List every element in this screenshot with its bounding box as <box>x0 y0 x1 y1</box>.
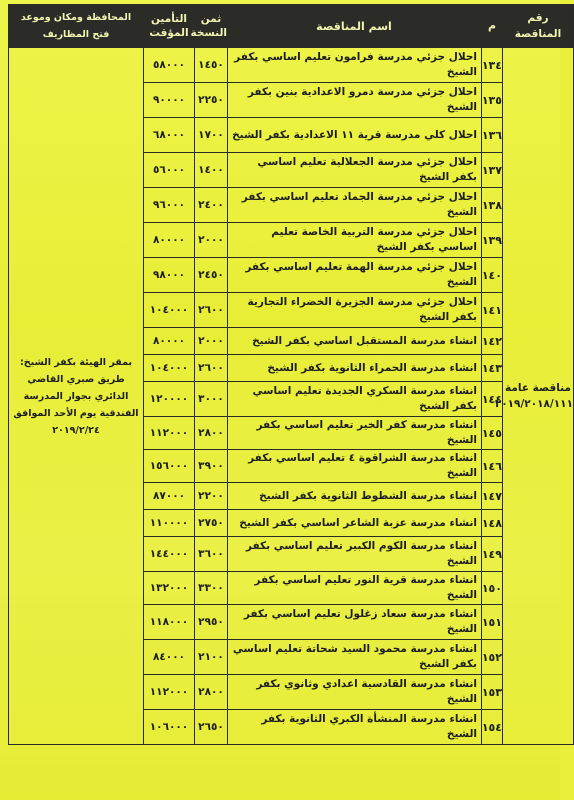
row-price: ٢٠٠٠ <box>195 328 228 355</box>
row-insurance: ١١٠٠٠٠ <box>144 510 195 537</box>
row-serial: ١٥٢ <box>482 640 503 675</box>
row-serial: ١٥٠ <box>482 572 503 605</box>
row-serial: ١٣٧ <box>482 153 503 188</box>
row-name: انشاء مدرسة المنشأة الكبري الثانوية بكفر الشيخ <box>228 710 482 745</box>
row-name: انشاء مدرسة المستقبل اساسي بكفر الشيخ <box>228 328 482 355</box>
row-price: ١٤٥٠ <box>195 48 228 83</box>
row-name: احلال جزئي مدرسة التربية الخاصة تعليم اساسي بكفر الشيخ <box>228 223 482 258</box>
row-insurance: ١٤٤٠٠٠ <box>144 537 195 572</box>
row-name: انشاء مدرسة الحمراء الثانوية بكفر الشيخ <box>228 355 482 382</box>
row-price: ٣٩٠٠ <box>195 450 228 483</box>
row-name: احلال كلي مدرسة قرية ١١ الاعدادية بكفر الشيخ <box>228 118 482 153</box>
header-place: المحافظة ومكان وموعد فتح المظاريف <box>9 5 144 48</box>
row-price: ٢١٠٠ <box>195 640 228 675</box>
row-serial: ١٤٢ <box>482 328 503 355</box>
row-name: انشاء مدرسة عزبة الشاعر اساسي بكفر الشيخ <box>228 510 482 537</box>
row-price: ٢٧٥٠ <box>195 510 228 537</box>
row-serial: ١٤٩ <box>482 537 503 572</box>
row-serial: ١٣٤ <box>482 48 503 83</box>
row-name: احلال جزئي مدرسة الجماد تعليم اساسي بكفر الشيخ <box>228 188 482 223</box>
row-name: انشاء مدرسة كفر الخير تعليم اساسي بكفر الشيخ <box>228 417 482 450</box>
row-price: ٢٢٠٠ <box>195 483 228 510</box>
row-serial: ١٤٧ <box>482 483 503 510</box>
row-price: ٢٦٥٠ <box>195 710 228 745</box>
place-date-cell: بمقر الهيئة بكفر الشيخ: طريق صبري القاضي الدائري بجوار المدرسة الفندقية يوم الأحد الموافق ٢٠١٩/٢/٢٤ <box>9 48 144 745</box>
row-insurance: ٩٦٠٠٠ <box>144 188 195 223</box>
row-price: ٢٢٥٠ <box>195 83 228 118</box>
row-price: ٢٨٠٠ <box>195 417 228 450</box>
header-insurance: التأمين المؤقت <box>144 5 195 48</box>
row-price: ٢٦٠٠ <box>195 293 228 328</box>
row-price: ٢٤٠٠ <box>195 188 228 223</box>
tenders-table <box>8 4 574 745</box>
row-insurance: ١١٢٠٠٠ <box>144 675 195 710</box>
row-serial: ١٣٩ <box>482 223 503 258</box>
row-serial: ١٤٣ <box>482 355 503 382</box>
table-row <box>9 48 574 83</box>
row-serial: ١٤٦ <box>482 450 503 483</box>
row-serial: ١٣٥ <box>482 83 503 118</box>
tenders-body <box>9 48 574 745</box>
row-serial: ١٥١ <box>482 605 503 640</box>
row-insurance: ١٣٢٠٠٠ <box>144 572 195 605</box>
header-tender-no: رقم المناقصة <box>503 5 574 48</box>
row-insurance: ١٠٤٠٠٠ <box>144 355 195 382</box>
row-name: احلال جزئي مدرسة الجعلالية تعليم اساسي بكفر الشيخ <box>228 153 482 188</box>
row-serial: ١٤٠ <box>482 258 503 293</box>
row-insurance: ٩٠٠٠٠ <box>144 83 195 118</box>
row-price: ٣٠٠٠ <box>195 382 228 417</box>
row-name: انشاء مدرسة سعاد زغلول تعليم اساسي بكفر الشيخ <box>228 605 482 640</box>
tender-group-cell: مناقصة عامة ٢٠١٩/٢٠١٨/١١١ <box>503 48 574 745</box>
row-name: انشاء مدرسة القادسية اعدادي وثانوي بكفر الشيخ <box>228 675 482 710</box>
header-serial: م <box>482 5 503 48</box>
row-name: انشاء مدرسة محمود السيد شحاتة تعليم اساسي بكفر الشيخ <box>228 640 482 675</box>
row-insurance: ٨٤٠٠٠ <box>144 640 195 675</box>
header-price: ثمن النسخة <box>195 5 228 48</box>
row-insurance: ١٠٤٠٠٠ <box>144 293 195 328</box>
row-name: احلال جزئي مدرسة الهمة تعليم اساسي بكفر الشيخ <box>228 258 482 293</box>
row-price: ٣٦٠٠ <box>195 537 228 572</box>
row-price: ٢٤٥٠ <box>195 258 228 293</box>
row-price: ٣٣٠٠ <box>195 572 228 605</box>
header-name: اسم المناقصة <box>228 5 482 48</box>
row-insurance: ١١٢٠٠٠ <box>144 417 195 450</box>
row-name: انشاء مدرسة الكوم الكبير تعليم اساسي بكفر الشيخ <box>228 537 482 572</box>
row-name: انشاء مدرسة السكري الجديدة تعليم اساسي بكفر الشيخ <box>228 382 482 417</box>
row-insurance: ١٠٦٠٠٠ <box>144 710 195 745</box>
row-price: ١٧٠٠ <box>195 118 228 153</box>
row-insurance: ٦٨٠٠٠ <box>144 118 195 153</box>
row-price: ١٤٠٠ <box>195 153 228 188</box>
row-insurance: ١٢٠٠٠٠ <box>144 382 195 417</box>
row-insurance: ٨٠٠٠٠ <box>144 223 195 258</box>
row-insurance: ٩٨٠٠٠ <box>144 258 195 293</box>
row-name: انشاء مدرسة الشطوط الثانوية بكفر الشيخ <box>228 483 482 510</box>
row-name: احلال جزئي مدرسة دمرو الاعدادية بنين بكفر الشيخ <box>228 83 482 118</box>
row-name: احلال جزئي مدرسة فرامون تعليم اساسي بكفر الشيخ <box>228 48 482 83</box>
row-insurance: ٥٦٠٠٠ <box>144 153 195 188</box>
row-serial: ١٥٤ <box>482 710 503 745</box>
row-insurance: ١١٨٠٠٠ <box>144 605 195 640</box>
row-serial: ١٤١ <box>482 293 503 328</box>
row-serial: ١٣٨ <box>482 188 503 223</box>
row-insurance: ٨٠٠٠٠ <box>144 328 195 355</box>
row-insurance: ١٥٦٠٠٠ <box>144 450 195 483</box>
row-name: انشاء مدرسة الشراقوة ٤ تعليم اساسي بكفر الشيخ <box>228 450 482 483</box>
row-serial: ١٣٦ <box>482 118 503 153</box>
row-price: ٢٨٠٠ <box>195 675 228 710</box>
row-price: ٢٩٥٠ <box>195 605 228 640</box>
row-serial: ١٥٣ <box>482 675 503 710</box>
row-serial: ١٤٥ <box>482 417 503 450</box>
row-insurance: ٨٧٠٠٠ <box>144 483 195 510</box>
row-serial: ١٤٨ <box>482 510 503 537</box>
row-name: احلال جزئي مدرسة الجزيرة الخضراء التجارية بكفر الشيخ <box>228 293 482 328</box>
header-row <box>9 5 574 48</box>
row-serial: ١٤٤ <box>482 382 503 417</box>
row-name: انشاء مدرسة قرية النور تعليم اساسي بكفر الشيخ <box>228 572 482 605</box>
row-insurance: ٥٨٠٠٠ <box>144 48 195 83</box>
row-price: ٢٠٠٠ <box>195 223 228 258</box>
row-price: ٢٦٠٠ <box>195 355 228 382</box>
